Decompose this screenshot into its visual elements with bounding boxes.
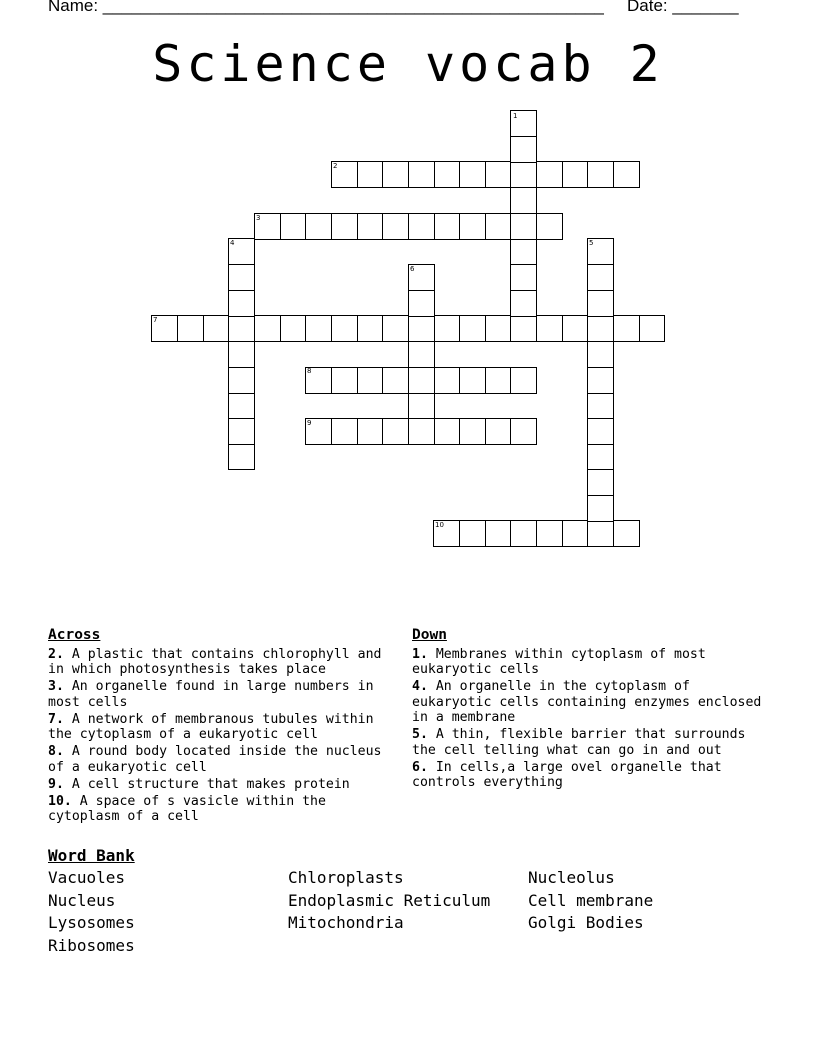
crossword-cell[interactable] — [228, 264, 255, 291]
across-clues — [48, 628, 398, 826]
crossword-cell[interactable] — [459, 315, 486, 342]
crossword-cell[interactable] — [587, 469, 614, 496]
page-title: Science vocab 2 — [152, 35, 664, 93]
crossword-cell[interactable] — [536, 161, 563, 188]
crossword-cell[interactable] — [382, 367, 409, 394]
crossword-cell[interactable] — [587, 418, 614, 445]
crossword-cell[interactable] — [484, 315, 511, 342]
crossword-cell[interactable] — [587, 290, 614, 317]
crossword-cell[interactable] — [331, 213, 358, 240]
across-clue-10: 10. A space of s vasicle within the cytoplasm of a cell — [48, 793, 326, 824]
word-bank-item: Chloroplasts — [288, 868, 404, 887]
crossword-cell[interactable] — [356, 161, 383, 188]
crossword-cell[interactable] — [510, 290, 537, 317]
crossword-cell[interactable] — [331, 367, 358, 394]
crossword-cell[interactable] — [408, 290, 435, 317]
across-heading: Across — [48, 627, 101, 643]
crossword-cell[interactable] — [484, 367, 511, 394]
crossword-cell[interactable] — [536, 315, 563, 342]
across-clue-7: 7. A network of membranous tubules within the cytoplasm of a eukaryotic cell — [48, 711, 374, 742]
crossword-cell[interactable] — [613, 161, 640, 188]
crossword-cell[interactable] — [510, 213, 537, 240]
crossword-cell[interactable] — [510, 367, 537, 394]
crossword-cell[interactable] — [356, 213, 383, 240]
crossword-cell[interactable] — [510, 161, 537, 188]
crossword-cell[interactable] — [408, 161, 435, 188]
crossword-cell[interactable] — [587, 264, 614, 291]
across-clue-8: 8. A round body located inside the nucleus of a eukaryotic cell — [48, 744, 382, 775]
crossword-cell[interactable] — [228, 367, 255, 394]
clue-number-3: 3 — [256, 214, 261, 222]
word-bank — [48, 868, 768, 958]
crossword-cell[interactable] — [228, 315, 255, 342]
crossword-cell[interactable] — [382, 315, 409, 342]
across-clue-9: 9. A cell structure that makes protein — [48, 776, 350, 792]
across-clue-3: 3. An organelle found in large numbers in most cells — [48, 679, 374, 710]
crossword-cell[interactable] — [536, 520, 563, 547]
crossword-cell[interactable] — [459, 367, 486, 394]
word-bank-item: Ribosomes — [48, 935, 135, 955]
crossword-cell[interactable] — [484, 161, 511, 188]
crossword-cell[interactable] — [484, 213, 511, 240]
word-bank-item: Nucleus — [48, 890, 116, 910]
crossword-cell[interactable] — [305, 213, 332, 240]
crossword-cell[interactable] — [561, 161, 588, 188]
crossword-cell[interactable] — [613, 520, 640, 547]
crossword-cell[interactable] — [459, 418, 486, 445]
down-clue-1: 1. Membranes within cytoplasm of most eukaryotic cells — [412, 646, 706, 677]
crossword-cell[interactable] — [202, 315, 229, 342]
crossword-cell[interactable] — [587, 341, 614, 368]
down-clues — [412, 628, 772, 792]
down-clue-5: 5. A thin, flexible barrier that surrounds the cell telling what can go in and out — [412, 727, 746, 758]
crossword-cell[interactable] — [510, 238, 537, 265]
crossword-cell[interactable] — [331, 315, 358, 342]
crossword-cell[interactable] — [587, 367, 614, 394]
word-bank-item: Endoplasmic Reticulum — [288, 890, 491, 910]
crossword-cell[interactable] — [305, 315, 332, 342]
crossword-cell[interactable] — [587, 392, 614, 419]
crossword-cell[interactable] — [510, 264, 537, 291]
clue-number-7: 7 — [153, 316, 158, 324]
crossword-cell[interactable] — [484, 520, 511, 547]
word-bank-item: Nucleolus — [528, 868, 615, 887]
down-clue-6: 6. In cells,a large ovel organelle that controls everything — [412, 759, 722, 790]
crossword-cell[interactable] — [433, 418, 460, 445]
clue-number-1: 1 — [513, 112, 518, 120]
word-bank-item: Mitochondria — [288, 913, 404, 933]
clue-number-2: 2 — [333, 162, 338, 170]
crossword-cell[interactable] — [587, 315, 614, 342]
crossword-cell[interactable] — [561, 520, 588, 547]
crossword-cell[interactable] — [356, 367, 383, 394]
clue-number-10: 10 — [435, 521, 444, 529]
down-heading: Down — [412, 627, 447, 643]
crossword-cell[interactable] — [433, 213, 460, 240]
crossword-cell[interactable] — [279, 213, 306, 240]
word-bank-item: Lysosomes — [48, 913, 135, 933]
crossword-cell[interactable] — [459, 213, 486, 240]
name-field-label: Name: _____________________________________________________ — [48, 0, 604, 15]
crossword-cell[interactable] — [433, 161, 460, 188]
crossword-cell[interactable] — [510, 187, 537, 214]
clue-number-6: 6 — [410, 265, 415, 273]
crossword-cell[interactable] — [228, 341, 255, 368]
crossword-cell[interactable] — [254, 315, 281, 342]
crossword-cell[interactable] — [408, 213, 435, 240]
crossword-cell[interactable] — [382, 213, 409, 240]
crossword-cell[interactable] — [228, 290, 255, 317]
crossword-cell[interactable] — [510, 520, 537, 547]
crossword-cell[interactable] — [459, 161, 486, 188]
crossword-cell[interactable] — [408, 315, 435, 342]
crossword-cell[interactable] — [536, 213, 563, 240]
word-bank-heading: Word Bank — [48, 846, 135, 865]
date-field-label: Date: _______ — [627, 0, 739, 15]
crossword-cell[interactable] — [177, 315, 204, 342]
clue-number-5: 5 — [589, 239, 594, 247]
crossword-cell[interactable] — [561, 315, 588, 342]
crossword-cell[interactable] — [433, 367, 460, 394]
crossword-cell[interactable] — [613, 315, 640, 342]
clue-number-4: 4 — [230, 239, 235, 247]
word-bank-item: Cell membrane — [528, 890, 654, 910]
crossword-cell[interactable] — [510, 315, 537, 342]
crossword-cell[interactable] — [356, 418, 383, 445]
crossword-cell[interactable] — [459, 520, 486, 547]
crossword-cell[interactable] — [587, 161, 614, 188]
crossword-cell[interactable] — [228, 392, 255, 419]
crossword-cell[interactable] — [408, 367, 435, 394]
crossword-cell[interactable] — [484, 418, 511, 445]
crossword-cell[interactable] — [408, 392, 435, 419]
crossword-cell[interactable] — [510, 418, 537, 445]
crossword-cell[interactable] — [228, 443, 255, 470]
crossword-cell[interactable] — [382, 161, 409, 188]
down-clue-4: 4. An organelle in the cytoplasm of eukaryotic cells containing enzymes enclosed in a membrane — [412, 679, 762, 725]
crossword-cell[interactable] — [638, 315, 665, 342]
clue-number-8: 8 — [307, 367, 312, 375]
across-clue-2: 2. A plastic that contains chlorophyll and in which photosynthesis takes place — [48, 646, 382, 677]
word-bank-item: Golgi Bodies — [528, 913, 644, 933]
clue-number-9: 9 — [307, 419, 312, 427]
crossword-cell[interactable] — [587, 443, 614, 470]
crossword-cell[interactable] — [279, 315, 306, 342]
crossword-cell[interactable] — [408, 341, 435, 368]
word-bank-item: Vacuoles — [48, 868, 126, 887]
crossword-cell[interactable] — [433, 315, 460, 342]
crossword-cell[interactable] — [587, 520, 614, 547]
crossword-cell[interactable] — [331, 418, 358, 445]
crossword-cell[interactable] — [228, 418, 255, 445]
crossword-cell[interactable] — [356, 315, 383, 342]
crossword-cell[interactable] — [382, 418, 409, 445]
crossword-cell[interactable] — [587, 495, 614, 522]
crossword-cell[interactable] — [510, 136, 537, 163]
crossword-cell[interactable] — [408, 418, 435, 445]
